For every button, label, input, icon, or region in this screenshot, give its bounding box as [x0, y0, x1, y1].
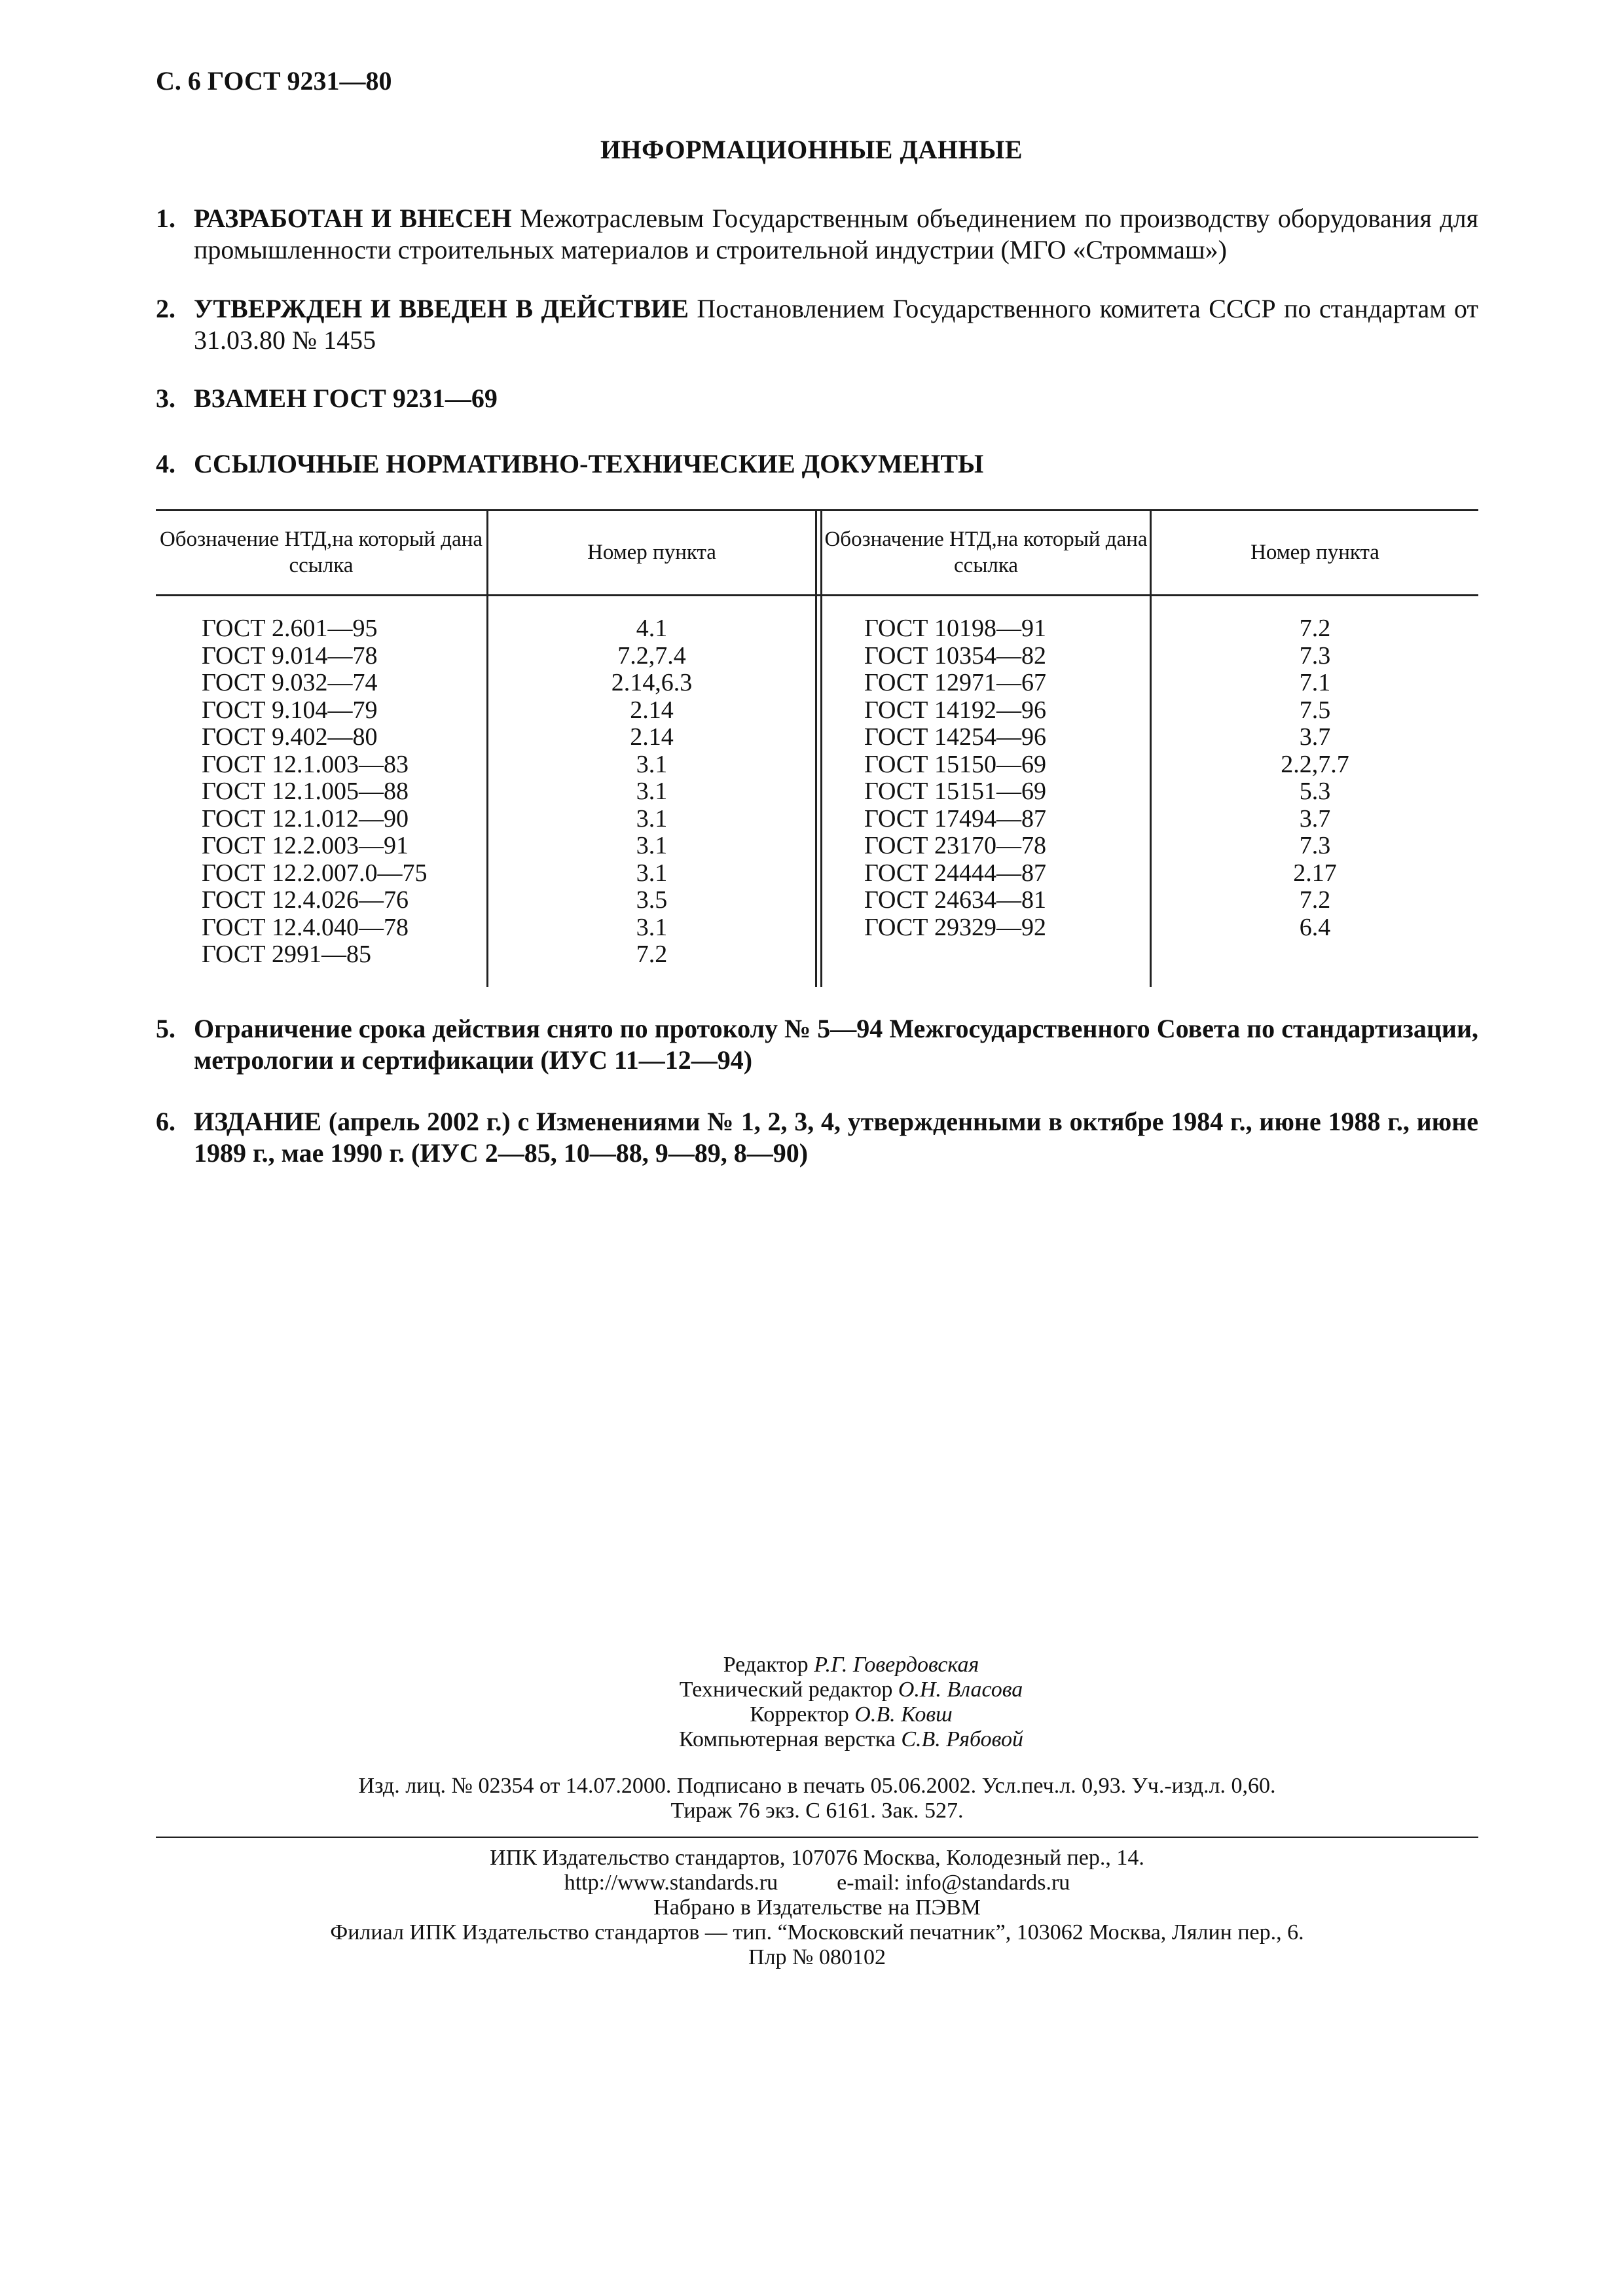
table-doc-cell: ГОСТ 12.4.026—76	[202, 886, 409, 914]
item-lead: Ограничение срока действия снято по протоколу № 5—94 Межгосударственного Совета по стандартизации, метрологии и сертификации (ИУС 11—12—94)	[194, 1014, 1478, 1075]
table-doc-cell: ГОСТ 14192—96	[864, 696, 1046, 724]
publisher-url: http://www.standards.ru	[564, 1871, 778, 1895]
item-text: Межотраслевым Государственным объединением по производству оборудования для промышленности строительных материалов и строительной индустрии (МГО «Строммаш»)	[194, 204, 1478, 264]
table-clause-cell: 2.2,7.7	[1281, 750, 1349, 778]
publisher-license: Плр № 080102	[748, 1945, 886, 1969]
info-item-3	[156, 383, 1478, 414]
table-clause-cell: 7.3	[1299, 832, 1331, 859]
table-doc-cell: ГОСТ 12.1.012—90	[202, 804, 409, 833]
table-doc-cell: ГОСТ 9.402—80	[202, 723, 378, 751]
table-clause-cell: 3.5	[636, 886, 668, 914]
left-doc-list	[202, 615, 428, 969]
table-header-rule	[156, 594, 1478, 596]
item-lead: ИЗДАНИЕ (апрель 2002 г.) с Изменениями № 1, 2, 3, 4, утвержденными в октябре 1984 г., июне 1988 г., июне 1989 г., мае 1990 г. (ИУС 2—85, 10—88, 9—89, 8—90)	[194, 1107, 1478, 1168]
table-doc-cell: ГОСТ 2991—85	[202, 941, 371, 968]
table-doc-cell: ГОСТ 12.4.040—78	[202, 913, 409, 941]
item-number: 2.	[156, 294, 175, 323]
table-column-rule	[815, 509, 817, 987]
table-clause-cell: 7.5	[1299, 696, 1331, 724]
table-doc-cell: ГОСТ 12.2.007.0—75	[202, 859, 428, 887]
table-clause-cell: 3.1	[636, 859, 668, 887]
item-lead: ССЫЛОЧНЫЕ НОРМАТИВНО-ТЕХНИЧЕСКИЕ ДОКУМЕНТЫ	[194, 449, 984, 478]
info-item-4	[156, 448, 1478, 480]
item-lead: ВЗАМЕН ГОСТ 9231—69	[194, 384, 498, 413]
table-clause-cell: 7.2	[1299, 615, 1331, 642]
table-clause-cell: 3.1	[636, 750, 668, 778]
item-number: 4.	[156, 449, 175, 478]
document-title: ИНФОРМАЦИОННЫЕ ДАННЫЕ	[600, 135, 1023, 164]
publisher-contacts	[156, 1871, 1478, 1895]
footer-rule	[156, 1837, 1478, 1838]
table-doc-cell: ГОСТ 14254—96	[864, 723, 1046, 751]
table-clause-cell: 3.7	[1299, 723, 1331, 751]
table-clause-cell: 4.1	[636, 615, 668, 642]
print-info-line1: Изд. лиц. № 02354 от 14.07.2000. Подписано в печать 05.06.2002. Усл.печ.л. 0,93. Уч.-изд.л. 0,60.	[358, 1774, 1276, 1798]
item-lead: УТВЕРЖДЕН И ВВЕДЕН В ДЕЙСТВИЕ	[194, 294, 689, 323]
print-info-line2: Тираж 76 экз. С 6161. Зак. 527.	[670, 1799, 964, 1823]
publisher-branch: Филиал ИПК Издательство стандартов — тип. “Московский печатник”, 103062 Москва, Лялин пер., 6.	[330, 1920, 1304, 1945]
item-number: 6.	[156, 1107, 175, 1136]
table-doc-cell: ГОСТ 10354—82	[864, 641, 1046, 670]
credit-layout: Компьютерная верстка С.В. Рябовой	[678, 1727, 1023, 1751]
table-doc-cell: ГОСТ 17494—87	[864, 804, 1046, 833]
table-clause-cell: 3.1	[636, 804, 668, 833]
table-clause-cell: 7.1	[1299, 669, 1331, 696]
publisher-typeset: Набрано в Издательстве на ПЭВМ	[653, 1895, 981, 1920]
table-doc-cell: ГОСТ 12.1.003—83	[202, 750, 409, 778]
table-doc-cell: ГОСТ 24634—81	[864, 886, 1046, 914]
print-info	[156, 1774, 1478, 1823]
header-doc-right: Обозначение НТД,на который дана ссылка	[824, 528, 1148, 577]
table-doc-cell: ГОСТ 2.601—95	[202, 615, 378, 642]
item-lead: РАЗРАБОТАН И ВНЕСЕН	[194, 204, 512, 233]
table-clause-cell: 5.3	[1299, 778, 1331, 805]
info-item-5	[156, 1013, 1478, 1076]
header-clause-right: Номер пункта	[1250, 541, 1379, 564]
item-number: 3.	[156, 384, 175, 413]
table-clause-cell: 7.2	[1299, 886, 1331, 914]
credit-corrector: Корректор О.В. Ковш	[750, 1702, 953, 1727]
table-doc-cell: ГОСТ 12971—67	[864, 669, 1046, 696]
publisher-email: e-mail: info@standards.ru	[837, 1871, 1070, 1895]
publisher-address: ИПК Издательство стандартов, 107076 Москва, Колодезный пер., 14.	[490, 1846, 1144, 1870]
references-table	[156, 509, 1478, 987]
table-clause-cell: 2.17	[1293, 859, 1337, 887]
table-doc-cell: ГОСТ 9.032—74	[202, 669, 378, 696]
table-clause-cell: 7.2	[636, 941, 668, 968]
table-top-rule	[156, 509, 1478, 511]
table-clause-cell: 2.14	[630, 723, 674, 751]
table-doc-cell: ГОСТ 23170—78	[864, 832, 1046, 859]
table-doc-cell: ГОСТ 12.2.003—91	[202, 832, 409, 859]
item-text: Постановлением Государственного комитета СССР по стандартам от 31.03.80 № 1455	[194, 294, 1478, 355]
right-clause-list	[1152, 615, 1478, 941]
item-number: 5.	[156, 1014, 175, 1043]
staff-credits	[589, 1653, 1113, 1752]
running-head: С. 6 ГОСТ 9231—80	[156, 66, 392, 96]
info-item-1	[156, 203, 1478, 266]
table-doc-cell: ГОСТ 15151—69	[864, 778, 1046, 805]
table-clause-cell: 3.7	[1299, 804, 1331, 833]
info-item-2	[156, 293, 1478, 356]
table-doc-cell: ГОСТ 24444—87	[864, 859, 1046, 887]
table-clause-cell: 3.1	[636, 832, 668, 859]
credit-editor: Редактор Р.Г. Говердовская	[723, 1653, 979, 1677]
table-clause-cell: 2.14,6.3	[611, 669, 693, 696]
table-doc-cell: ГОСТ 10198—91	[864, 615, 1046, 642]
table-column-rule	[820, 509, 822, 987]
table-clause-cell: 3.1	[636, 913, 668, 941]
table-clause-cell: 3.1	[636, 778, 668, 805]
header-clause-left: Номер пункта	[587, 541, 716, 564]
info-item-6	[156, 1106, 1478, 1169]
table-doc-cell: ГОСТ 29329—92	[864, 913, 1046, 941]
table-clause-cell: 6.4	[1299, 913, 1331, 941]
credit-tech-editor: Технический редактор О.Н. Власова	[679, 1677, 1023, 1702]
item-number: 1.	[156, 204, 175, 233]
header-doc-left: Обозначение НТД,на который дана ссылка	[159, 528, 483, 577]
table-doc-cell: ГОСТ 15150—69	[864, 750, 1046, 778]
table-clause-cell: 7.2,7.4	[617, 641, 686, 670]
table-doc-cell: ГОСТ 9.104—79	[202, 696, 378, 724]
table-clause-cell: 2.14	[630, 696, 674, 724]
publisher-info	[156, 1846, 1478, 1970]
right-doc-list	[864, 615, 1046, 941]
table-doc-cell: ГОСТ 12.1.005—88	[202, 778, 409, 805]
table-clause-cell: 7.3	[1299, 641, 1331, 670]
left-clause-list	[488, 615, 815, 969]
table-doc-cell: ГОСТ 9.014—78	[202, 641, 378, 670]
